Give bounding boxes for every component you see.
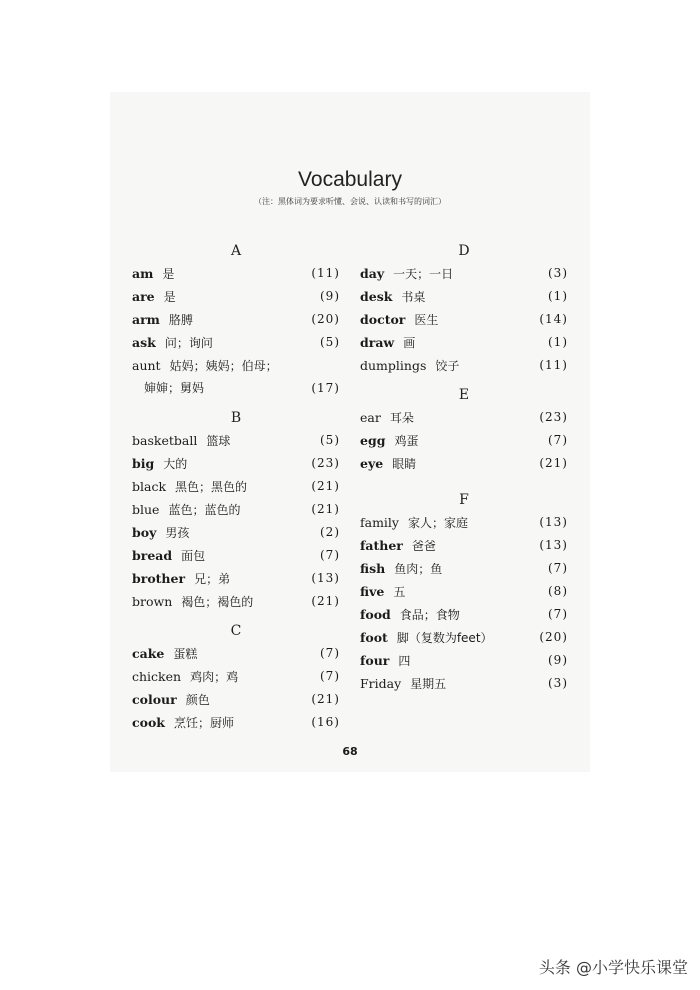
vocab-entry-black: [132, 475, 340, 498]
section-letter-a: A: [230, 243, 242, 259]
unit-number: (11): [311, 266, 340, 280]
vocab-word: draw: [360, 335, 395, 350]
unit-number: (9): [320, 289, 340, 303]
vocab-entry-ask: [132, 331, 340, 354]
unit-number: (13): [311, 571, 340, 585]
vocab-entry-four: [360, 649, 568, 672]
vocab-entry-chicken: [132, 665, 340, 688]
vocab-definition: 五: [393, 585, 406, 599]
vocab-definition: 一天；一日: [393, 267, 454, 281]
vocab-word: fish: [360, 561, 386, 576]
vocab-definition: 眼睛: [392, 457, 417, 471]
vocab-entry-fish: [360, 557, 568, 580]
vocab-word: chicken: [132, 669, 182, 684]
unit-number: (7): [320, 669, 340, 683]
vocab-entry-colour: [132, 688, 340, 711]
unit-number: (1): [548, 335, 568, 349]
vocab-definition: 问；询问: [164, 336, 213, 350]
unit-number: (5): [320, 335, 340, 349]
vocab-definition: 兄；弟: [194, 572, 231, 586]
unit-number: (7): [548, 433, 568, 447]
vocab-word: are: [132, 289, 155, 304]
vocab-definition: 大的: [163, 457, 188, 471]
unit-number: (21): [539, 456, 568, 470]
page-subtitle: （注：黑体词为要求听懂、会说、认读和书写的词汇）: [254, 197, 446, 206]
vocab-word: egg: [360, 433, 386, 448]
vocab-entry-desk: [360, 285, 568, 308]
section-letter-d: D: [458, 243, 470, 259]
vocab-entry-foot: [360, 626, 568, 649]
vocab-definition: 画: [403, 336, 416, 350]
vocab-word: big: [132, 456, 155, 471]
vocab-entry-basketball: [132, 429, 340, 452]
vocab-word: four: [360, 653, 390, 668]
vocab-definition: 食品；食物: [399, 608, 460, 622]
unit-number: (7): [548, 607, 568, 621]
vocab-word: bread: [132, 548, 173, 563]
vocab-definition: 蛋糕: [173, 647, 198, 661]
vocab-word: aunt: [132, 358, 161, 373]
unit-number: (20): [539, 630, 568, 644]
vocab-entry-cake: [132, 642, 340, 665]
unit-number: (11): [539, 358, 568, 372]
vocab-entry-are: [132, 285, 340, 308]
right-column: [360, 240, 568, 695]
section-letter-e: E: [458, 387, 470, 403]
vocab-definition: 星期五: [410, 677, 447, 691]
vocab-word: am: [132, 266, 154, 281]
unit-number: (5): [320, 433, 340, 447]
vocab-entry-dumplings: [360, 354, 568, 377]
vocab-entry-brother: [132, 567, 340, 590]
vocab-entry-food: [360, 603, 568, 626]
vocab-definition: 饺子: [435, 359, 460, 373]
vocab-entry-boy: [132, 521, 340, 544]
unit-number: (13): [539, 515, 568, 529]
vocab-word: Friday: [360, 676, 402, 691]
vocab-entry-bread: [132, 544, 340, 567]
vocab-definition: 篮球: [206, 434, 231, 448]
vocab-word: family: [360, 515, 399, 530]
vocab-word: day: [360, 266, 385, 281]
vocab-definition: 书桌: [401, 290, 426, 304]
vocab-definition: 是: [162, 267, 175, 281]
vocab-definition: 鱼肉；鱼: [394, 562, 443, 576]
vocab-entry-am: [132, 262, 340, 285]
section-letter-f: F: [459, 492, 469, 508]
unit-number: (13): [539, 538, 568, 552]
unit-number: (17): [311, 381, 340, 395]
vocab-entry-doctor: [360, 308, 568, 331]
vocab-entry-blue: [132, 498, 340, 521]
vocab-definition: 面包: [181, 549, 206, 563]
vocab-word: five: [360, 584, 385, 599]
vocab-definition: 姑妈；姨妈；伯母；: [169, 359, 278, 373]
vocab-entry-five: [360, 580, 568, 603]
vocab-definition: 耳朵: [389, 411, 414, 425]
vocab-definition: 蓝色；蓝色的: [168, 503, 241, 517]
vocab-word: blue: [132, 502, 160, 517]
unit-number: (2): [320, 525, 340, 539]
vocab-definition: 颜色: [185, 693, 210, 707]
vocab-word: doctor: [360, 312, 406, 327]
vocab-word: ear: [360, 410, 381, 425]
vocab-definition: 褐色；褐色的: [181, 595, 254, 609]
vocab-definition: 爸爸: [411, 539, 436, 553]
unit-number: (23): [311, 456, 340, 470]
vocab-definition: 鸡蛋: [394, 434, 419, 448]
vocab-definition: 男孩: [165, 526, 190, 540]
page-number: 68: [342, 745, 358, 758]
unit-number: (23): [539, 410, 568, 424]
unit-number: (21): [311, 479, 340, 493]
vocab-word: dumplings: [360, 358, 427, 373]
vocab-word: food: [360, 607, 391, 622]
unit-number: (9): [548, 653, 568, 667]
vocab-definition: 四: [398, 654, 411, 668]
page-title: Vocabulary: [298, 168, 402, 191]
vocab-entry-egg: [360, 429, 568, 452]
vocab-entry-day: [360, 262, 568, 285]
unit-number: (3): [548, 676, 568, 690]
vocab-word: basketball: [132, 433, 198, 448]
vocab-entry-cook: [132, 711, 340, 734]
vocab-entry-arm: [132, 308, 340, 331]
vocab-entry-ear: [360, 406, 568, 429]
vocab-definition: 烹饪；厨师: [173, 716, 234, 730]
vocab-word: colour: [132, 692, 177, 707]
vocab-word: desk: [360, 289, 393, 304]
vocab-definition-continued: 婶婶；舅妈: [144, 381, 205, 395]
vocab-entry-big: [132, 452, 340, 475]
unit-number: (7): [320, 646, 340, 660]
vocab-word: brother: [132, 571, 186, 586]
vocab-word: brown: [132, 594, 173, 609]
left-column: [132, 240, 340, 734]
vocab-entry-draw: [360, 331, 568, 354]
section-letter-c: C: [230, 623, 242, 639]
vocab-definition: 鸡肉；鸡: [190, 670, 239, 684]
vocab-definition: 脚（复数为feet）: [396, 631, 493, 645]
unit-number: (7): [320, 548, 340, 562]
vocab-entry-friday: [360, 672, 568, 695]
unit-number: (16): [311, 715, 340, 729]
vocab-word: cake: [132, 646, 165, 661]
vocab-definition: 黑色；黑色的: [175, 480, 248, 494]
unit-number: (14): [539, 312, 568, 326]
unit-number: (8): [548, 584, 568, 598]
vocab-definition: 家人；家庭: [408, 516, 469, 530]
unit-number: (21): [311, 692, 340, 706]
vocab-word: foot: [360, 630, 388, 645]
unit-number: (1): [548, 289, 568, 303]
section-letter-b: B: [230, 410, 242, 426]
vocab-word: father: [360, 538, 403, 553]
unit-number: (21): [311, 502, 340, 516]
vocab-entry-eye: [360, 452, 568, 475]
vocab-definition: 是: [163, 290, 176, 304]
vocab-word: ask: [132, 335, 156, 350]
vocab-word: boy: [132, 525, 157, 540]
vocab-definition: 胳膊: [168, 313, 193, 327]
vocab-word: arm: [132, 312, 160, 327]
vocab-entry-family: [360, 511, 568, 534]
vocab-definition: 医生: [414, 313, 439, 327]
unit-number: (20): [311, 312, 340, 326]
watermark-text: 头条 @小学快乐课堂: [538, 958, 688, 977]
unit-number: (3): [548, 266, 568, 280]
vocab-entry-aunt: [132, 354, 340, 400]
unit-number: (21): [311, 594, 340, 608]
unit-number: (7): [548, 561, 568, 575]
vocab-word: black: [132, 479, 167, 494]
vocab-word: cook: [132, 715, 165, 730]
vocab-entry-father: [360, 534, 568, 557]
vocab-word: eye: [360, 456, 384, 471]
vocab-entry-brown: [132, 590, 340, 613]
